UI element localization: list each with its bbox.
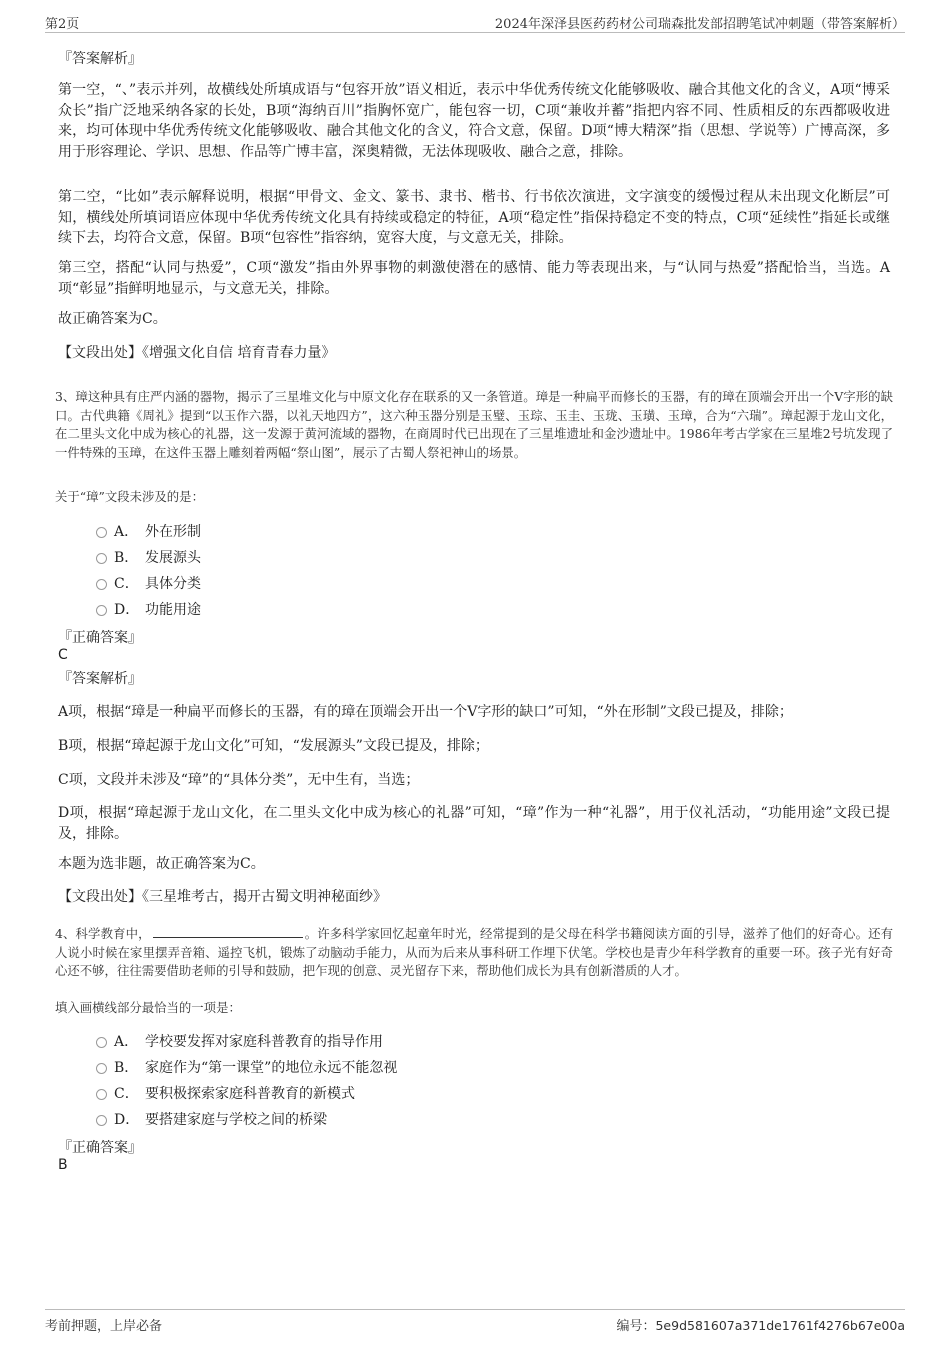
- option-letter: C．: [114, 1086, 139, 1102]
- document-title: 2024年深泽县医药药材公司瑞森批发部招聘笔试冲刺题（带答案解析）: [494, 17, 905, 32]
- q4-correct-label: 『正确答案』: [58, 1140, 142, 1156]
- option-text: 发展源头: [145, 550, 201, 566]
- q3-prompt: 关于“璋”文段未涉及的是：: [55, 489, 204, 504]
- q4-stem-start: 4、科学教育中，: [55, 926, 151, 941]
- option-letter: B．: [114, 550, 139, 566]
- option-letter: D．: [114, 602, 140, 618]
- option-letter: B．: [114, 1060, 139, 1076]
- option-letter: A．: [114, 524, 139, 540]
- radio-icon[interactable]: [96, 579, 107, 590]
- option-text: 功能用途: [145, 602, 201, 618]
- q2-source: 【文段出处】《增强文化自信 培育青春力量》: [58, 345, 336, 361]
- radio-icon[interactable]: [96, 1063, 107, 1074]
- q3-source: 【文段出处】《三星堆考古，揭开古蜀文明神秘面纱》: [58, 889, 387, 905]
- q3-conclusion: 本题为选非题，故正确答案为C。: [58, 856, 265, 872]
- footer-slogan: 考前押题，上岸必备: [45, 1319, 163, 1334]
- q3-analysis-a: A项，根据“璋是一种扁平而修长的玉器，有的璋在顶端会开出一个V字形的缺口”可知，“外在形制”文段已提及，排除；: [58, 704, 793, 720]
- page-footer: [45, 1309, 905, 1332]
- radio-icon[interactable]: [96, 1115, 107, 1126]
- q2-analysis-label: 『答案解析』: [58, 51, 142, 67]
- q2-analysis-p2: 第二空，“比如”表示解释说明，根据“甲骨文、金文、篆书、隶书、楷书、行书依次演进，文字演变的缓慢过程从未出现文化断层”可知，横线处所填词语应体现中华优秀传统文化具有持续或稳定的特征，A项“稳定性”指保持稳定不变的特点，C项“延续性”指延长或继续下去，均符合文意，保留。B项“包容性”指容纳，宽容大度，与文意无关，排除。: [58, 189, 890, 246]
- q3-analysis-label: 『答案解析』: [58, 671, 142, 687]
- page-number: 第2页: [45, 17, 80, 32]
- q4-answer: B: [58, 1157, 68, 1173]
- radio-icon[interactable]: [96, 553, 107, 564]
- page-header: [45, 12, 905, 33]
- answer-blank: [153, 925, 303, 938]
- q3-analysis-b: B项，根据“璋起源于龙山文化”可知，“发展源头”文段已提及，排除；: [58, 738, 489, 754]
- q4-stem: [55, 925, 893, 981]
- q3-analysis-d: D项，根据“璋起源于龙山文化，在二里头文化中成为核心的礼器”可知，“璋”作为一种“礼器”，用于仪礼活动，“功能用途”文段已提及，排除。: [58, 805, 890, 842]
- q2-conclusion: 故正确答案为C。: [58, 311, 167, 327]
- option-text: 学校要发挥对家庭科普教育的指导作用: [145, 1034, 383, 1050]
- q3-stem: 3、璋这种具有庄严内涵的器物，揭示了三星堆文化与中原文化存在联系的又一条管道。璋是一种扁平而修长的玉器，有的璋在顶端会开出一个V字形的缺口。古代典籍《周礼》提到“以玉作六器，以礼天地四方”，这六种玉器分别是玉璧、玉琮、玉圭、玉珑、玉璜、玉璋，合为“六瑞”。璋起源于龙山文化，在二里头文化中成为核心的礼器，这一发源于黄河流域的器物，在商周时代已出现在了三星堆遗址和金沙遗址中。1986年考古学家在三星堆2号坑发现了一件特殊的玉璋，在这件玉器上雕刻着两幅“祭山图”，展示了古蜀人祭祀神山的场景。: [55, 389, 893, 460]
- radio-icon[interactable]: [96, 605, 107, 616]
- radio-icon[interactable]: [96, 1037, 107, 1048]
- q3-correct-label: 『正确答案』: [58, 630, 142, 646]
- q2-analysis-p3: 第三空，搭配“认同与热爱”，C项“激发”指由外界事物的刺激使潜在的感情、能力等表现出来，与“认同与热爱”搭配恰当，当选。A项“彰显”指鲜明地显示，与文意无关，排除。: [58, 260, 890, 297]
- code-value: 5e9d581607a371de1761f4276b67e00a: [655, 1318, 905, 1333]
- option-text: 要积极探索家庭科普教育的新模式: [145, 1086, 355, 1102]
- radio-icon[interactable]: [96, 527, 107, 538]
- option-letter: A．: [114, 1034, 139, 1050]
- code-label: 编号：: [616, 1319, 656, 1334]
- option-letter: D．: [114, 1112, 140, 1128]
- q3-answer: C: [58, 647, 68, 663]
- option-text: 家庭作为“第一课堂”的地位永远不能忽视: [145, 1060, 398, 1076]
- option-text: 要搭建家庭与学校之间的桥梁: [145, 1112, 327, 1128]
- option-text: 具体分类: [145, 576, 201, 592]
- document-code: [616, 1315, 905, 1334]
- option-text: 外在形制: [145, 524, 201, 540]
- q3-analysis-c: C项，文段并未涉及“璋”的“具体分类”，无中生有，当选；: [58, 772, 420, 788]
- option-letter: C．: [114, 576, 139, 592]
- radio-icon[interactable]: [96, 1089, 107, 1100]
- q4-stem-rest: 。许多科学家回忆起童年时光，经常提到的是父母在科学书籍阅读方面的引导，滋养了他们的好奇心。还有人说小时候在家里摆弄音箱、遥控飞机，锻炼了动脑动手能力，从而为后来从事科研工作埋下伏笔。学校也是青少年科学教育的重要一环。孩子光有好奇心还不够，往往需要借助老师的引导和鼓励，把乍现的创意、灵光留存下来，帮助他们成长为具有创新潜质的人才。: [55, 926, 893, 978]
- q4-prompt: 填入画横线部分最恰当的一项是：: [55, 1000, 241, 1015]
- q2-analysis-p1: 第一空，“、”表示并列，故横线处所填成语与“包容开放”语义相近，表示中华优秀传统文化能够吸收、融合其他文化的含义，A项“博采众长”指广泛地采纳各家的长处，B项“海纳百川”指胸怀宽广，能包容一切，C项“兼收并蓄”指把内容不同、性质相反的东西都吸收进来，均可体现中华优秀传统文化能够吸收、融合其他文化的含义，符合文意，保留。D项“博大精深”指（思想、学说等）广博高深，多用于形容理论、学识、思想、作品等广博丰富，深奥精微，无法体现吸收、融合之意，排除。: [58, 82, 890, 160]
